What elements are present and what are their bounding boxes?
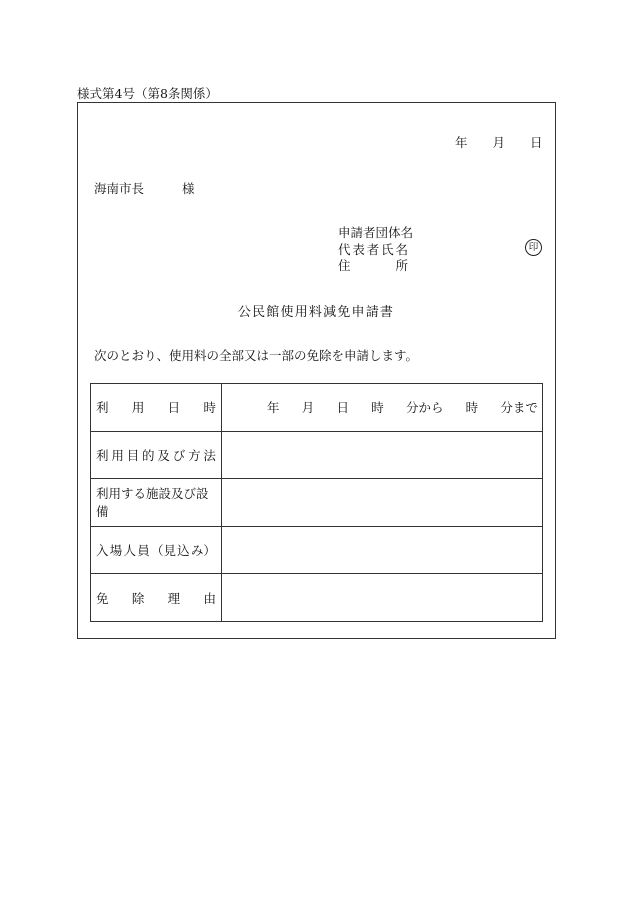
date-month: 月 <box>492 135 506 150</box>
facilities-label: 利用する施設及び設備 <box>91 479 222 527</box>
applicant-representative-label: 代 表 者 氏 名 <box>338 241 408 257</box>
table-row <box>91 574 543 622</box>
date-day: 日 <box>530 135 543 150</box>
date-year: 年 <box>455 135 468 150</box>
exemption-reason-label: 免 除 理 由 <box>91 574 222 622</box>
document-title: 公民館使用料減免申請書 <box>237 305 395 320</box>
addressee <box>94 179 195 197</box>
table-row <box>91 479 543 527</box>
application-table <box>90 383 543 622</box>
exemption-reason-field[interactable] <box>222 574 543 622</box>
facilities-field[interactable] <box>222 479 543 527</box>
table-row <box>91 526 543 574</box>
applicant-block <box>338 225 414 275</box>
request-statement: 次のとおり、使用料の全部又は一部の免除を申請します。 <box>94 348 419 363</box>
addressee-honorific: 様 <box>182 181 195 196</box>
date-line <box>455 133 543 151</box>
table-row <box>91 384 543 432</box>
purpose-method-label: 利 用 目 的 及 び 方 法 <box>91 431 222 479</box>
usage-datetime-field[interactable]: 年 月 日 時 分から 時 分まで <box>222 384 543 432</box>
applicant-address-label: 住 所 <box>338 258 408 273</box>
purpose-method-field[interactable] <box>222 431 543 479</box>
usage-datetime-label: 利 用 日 時 <box>91 384 222 432</box>
addressee-name: 海南市長 <box>94 181 145 196</box>
form-number: 様式第4号（第8条関係） <box>77 86 218 101</box>
table-row <box>91 431 543 479</box>
attendance-field[interactable] <box>222 526 543 574</box>
attendance-label: 入 場 人 員 （見 込 み） <box>91 526 222 574</box>
seal-mark: 印 <box>525 239 542 256</box>
applicant-organization-label: 申 請 者 団 体 名 <box>338 225 414 240</box>
